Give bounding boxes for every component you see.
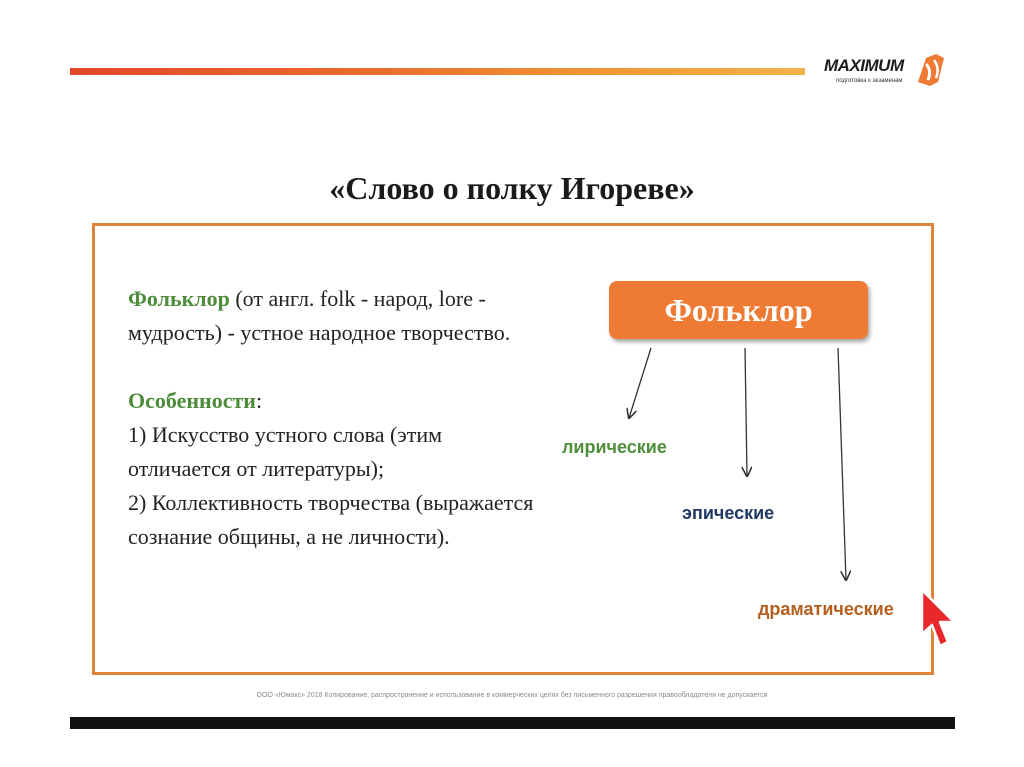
genre-drama-label: драматические [758,599,894,619]
logo-wordmark: MAXIMUM [824,56,904,75]
pointer-cursor-icon [918,588,960,652]
definition-text: (от англ. folk - народ, lore - мудрость) - устное народное творчество. [128,286,511,345]
feature-item-1: 1) Искусство устного слова (этим отличается от литературы); [128,422,443,481]
genre-epic-label: эпические [682,503,775,523]
arrow-to-epic [745,348,747,476]
features-heading: Особенности [128,388,256,413]
definition-term: Фольклор [128,286,230,311]
feature-item-2: 2) Коллективность творчества (выражается сознание общины, а не личности). [128,490,534,549]
logo-tagline: подготовка к экзаменам [836,78,903,84]
arrow-to-lyric [629,348,651,418]
genre-lyric-label: лирические [562,437,667,457]
bottom-rule [70,717,955,729]
features-heading-colon: : [255,388,263,413]
folklore-root-box: Фольклор [609,281,868,339]
slide-title: «Слово о полку Игореве» [329,170,695,206]
copyright-notice: ООО «Юмакс» 2018 Копирование, распространение и использование в коммерческих целях без письменного разрешения правообладателя не допускается [256,692,768,699]
arrow-to-drama [838,348,846,580]
